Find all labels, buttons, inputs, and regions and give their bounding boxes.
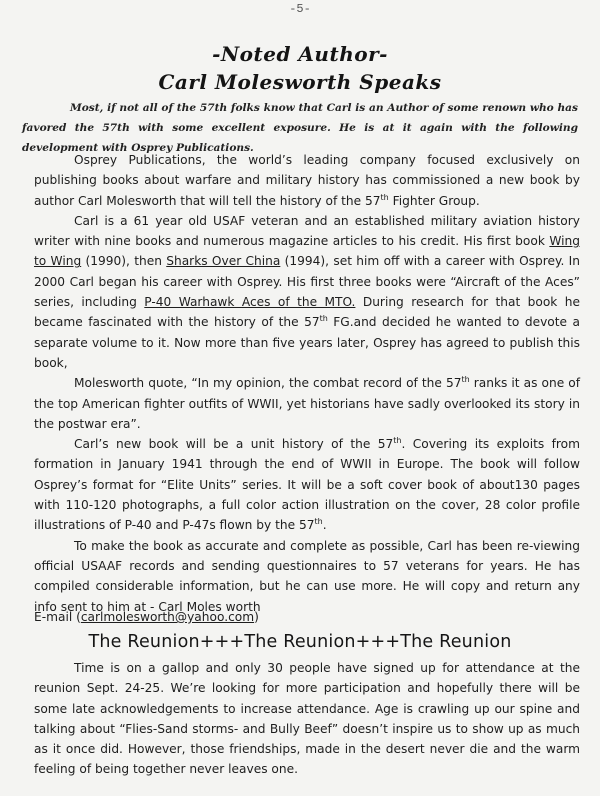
p2-sup: th [319,314,328,324]
p3-sup: th [461,375,470,385]
p1-text-b: Fighter Group. [388,193,480,208]
p2-text-c: (1994), set him off with a career with Osprey. In 2000 Carl began his career with Osprey. His first three books were “Aircraft of the Aces” series, including [34,254,580,310]
reunion-heading: The Reunion+++The Reunion+++The Reunion [88,632,512,652]
book-title-p40-warhawk-aces: P-40 Warhawk Aces of the MTO. [144,295,356,310]
p4-text-b: . Covering its exploits from formation in January 1941 through the end of WWII in Europe. The book will follow Osprey’s format for “Elite Units” series. It will be a soft cover book of about130 pages with 110-120 photographs, a full color action illustration on the cover, 28 color profile illustrations of P-40 and P-47s flown by the 57 [34,437,580,533]
p4-text-a: Carl’s new book will be a unit history of the 57 [74,437,394,452]
paragraph-2 [34,211,580,373]
p2-text-d: During research for that book he became fascinated with the history of the 57 [34,295,580,330]
reunion-paragraph [34,658,580,780]
email-close-paren: ) [254,610,259,624]
reunion-body [34,658,580,780]
p3-text-b: ranks it as one of the top American fighter outfits of WWII, yet historians have sadly overlooked its story in the postwar era”. [34,376,580,431]
email-label: E-mail ( [34,610,81,624]
p4-text-c: . [322,518,327,533]
title-line-1: -Noted Author- [212,42,388,66]
p2-text-b: (1990), then [81,254,167,269]
p3-text-a: Molesworth quote, “In my opinion, the combat record of the 57 [74,376,462,391]
p1-text-a: Osprey Publications, the world’s leading company focused exclusively on publishing books about warfare and military history has commissioned a new book by author Carl Molesworth that will tell the history of the 57 [34,153,580,208]
page-number: -5- [289,2,311,16]
paragraph-4 [34,434,580,535]
p1-sup: th [380,192,389,202]
book-title-sharks-over-china: Sharks Over China [166,254,281,269]
p5-text: To make the book as accurate and complete as possible, Carl has been re-viewing official USAAF records and sending questionnaires to 57 veterans for years. He has compiled considerable information, but he can use more. He will copy and return any info sent to him at - Carl Moles worth [34,538,580,614]
reunion-text: Time is on a gallop and only 30 people have signed up for attendance at the reunion Sept. 24-25. We’re looking for more participation and hopefully there will be some late acknowledgements to increase attendance. Age is crawling up our spine and talking about “Flies-Sand storms- and Bully Beef” doesn’t inspire us to show up as much as it once did. However, those friendships, made in the desert never die and the warm feeling of being together never leaves one. [34,661,580,777]
paragraph-3 [34,373,580,434]
email-link[interactable]: carlmolesworth@yahoo.com [80,610,255,624]
p4-sup-2: th [314,517,323,527]
p2-text-e: FG.and decided he wanted to devote a separate volume to it. Now more than five years later, Osprey has agreed to publish this book, [34,315,580,370]
p2-text-a: Carl is a 61 year old USAF veteran and an established military aviation history writer with nine books and numerous magazine articles to his credit. His first book [34,213,580,249]
article-title [0,40,600,96]
title-line-2: Carl Molesworth Speaks [158,70,442,94]
paragraph-1 [34,150,580,211]
email-line [34,610,259,624]
book-title-wing-to-wing: Wing to Wing [34,234,580,269]
p4-sup-1: th [393,436,402,446]
intro-paragraph [22,98,578,158]
paragraph-5 [34,536,580,617]
article-body [34,150,580,617]
intro-text: Most, if not all of the 57th folks know that Carl is an Author of some renown who has favored the 57th with some excellent exposure. He is at it again with the following development with Osprey Publications. [22,102,578,154]
